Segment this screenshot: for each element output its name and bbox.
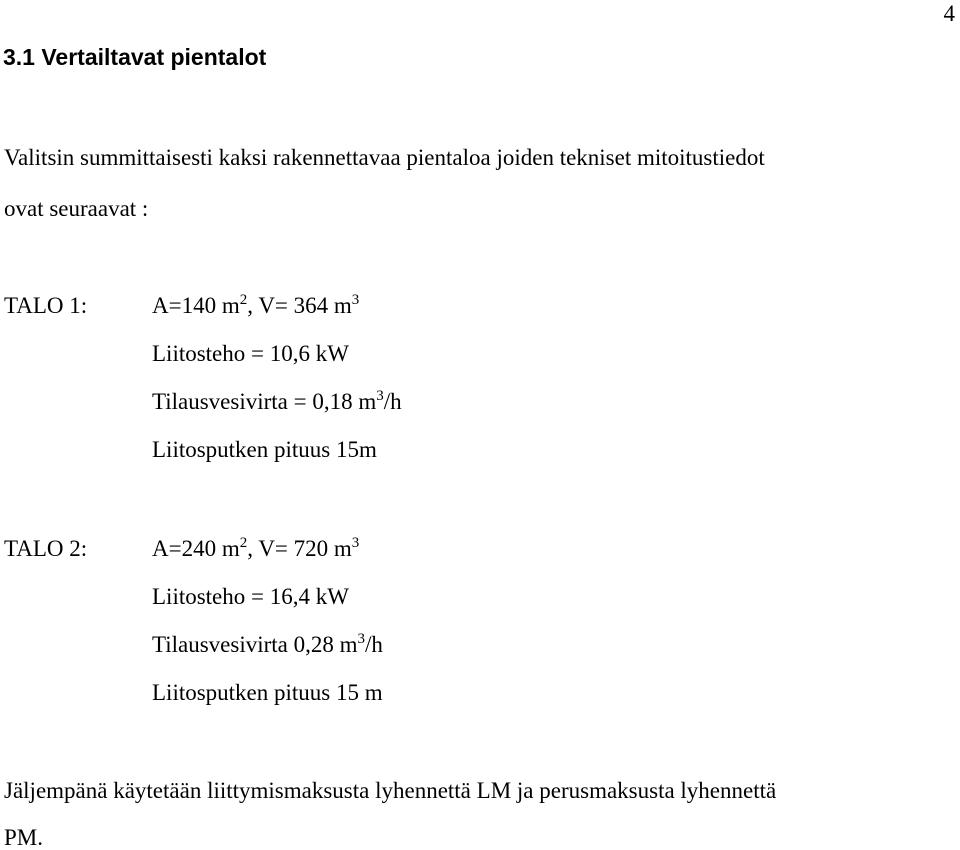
intro-line-1: Valitsin summittaisesti kaksi rakennettavaa pientaloa joiden tekniset mitoitustiedot bbox=[4, 145, 765, 170]
house-1-flow-value: Tilausvesivirta = 0,18 m bbox=[152, 389, 377, 414]
house-1-label: TALO 1: bbox=[4, 293, 88, 318]
closing-line-2: PM. bbox=[4, 825, 43, 850]
house-2-power: Liitosteho = 16,4 kW bbox=[152, 584, 349, 609]
house-1-flow bbox=[152, 390, 402, 413]
house-1-power: Liitosteho = 10,6 kW bbox=[152, 341, 349, 366]
house-1-volume-exponent: 3 bbox=[351, 292, 360, 308]
house-2-area: A=240 m bbox=[152, 536, 240, 561]
house-1-volume: , V= 364 m bbox=[247, 293, 352, 318]
page-number: 4 bbox=[943, 1, 955, 26]
house-2-flow-unit: /h bbox=[365, 632, 383, 657]
house-1-dimensions bbox=[152, 294, 359, 317]
house-2-volume-exponent: 3 bbox=[351, 535, 360, 551]
house-1-area: A=140 m bbox=[152, 293, 240, 318]
closing-line-1: Jäljempänä käytetään liittymismaksusta lyhennettä LM ja perusmaksusta lyhennettä bbox=[4, 778, 777, 803]
house-1-area-exponent: 2 bbox=[239, 292, 248, 308]
house-2-label: TALO 2: bbox=[4, 536, 88, 561]
house-2-flow-exponent: 3 bbox=[357, 631, 366, 647]
intro-line-2: ovat seuraavat : bbox=[4, 196, 149, 221]
house-1-flow-exponent: 3 bbox=[376, 388, 384, 404]
house-2-area-exponent: 2 bbox=[239, 535, 248, 551]
house-1-flow-unit: /h bbox=[383, 389, 402, 414]
house-2-dimensions bbox=[152, 537, 359, 560]
house-2-pipe: Liitosputken pituus 15 m bbox=[152, 680, 383, 705]
house-2-flow-value: Tilausvesivirta 0,28 m bbox=[152, 632, 358, 657]
house-2-flow bbox=[152, 633, 383, 656]
house-2-volume: , V= 720 m bbox=[247, 536, 352, 561]
section-title: 3.1 Vertailtavat pientalot bbox=[3, 44, 267, 70]
house-1-pipe: Liitosputken pituus 15m bbox=[152, 437, 377, 462]
